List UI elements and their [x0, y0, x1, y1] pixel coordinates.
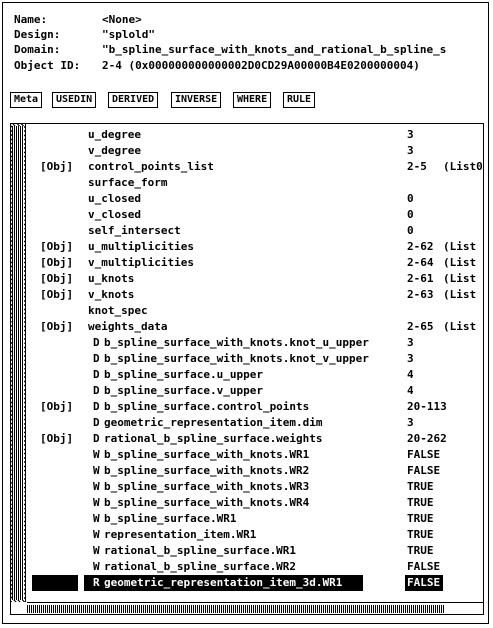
- attribute-name: knot_spec: [88, 304, 148, 317]
- attribute-name: b_spline_surface_with_knots.knot_v_upper: [104, 352, 369, 365]
- attribute-list-panel: [10, 123, 484, 615]
- attribute-name: rational_b_spline_surface.WR2: [104, 560, 297, 573]
- attribute-row[interactable]: [27, 255, 484, 271]
- attribute-value: 3: [407, 128, 414, 141]
- attribute-row[interactable]: [27, 383, 484, 399]
- attribute-value: 3: [407, 416, 414, 429]
- attribute-name: b_spline_surface_with_knots.WR2: [104, 464, 310, 477]
- attribute-row[interactable]: [27, 431, 484, 447]
- attribute-row[interactable]: [27, 127, 484, 143]
- attribute-kind-flag: W: [93, 560, 100, 573]
- attribute-value: TRUE: [407, 544, 434, 557]
- vertical-scroll-thumb[interactable]: [12, 126, 24, 600]
- obj-marker: [Obj]: [40, 240, 74, 253]
- rule-button[interactable]: RULE: [283, 92, 315, 108]
- name-value: <None>: [102, 13, 142, 26]
- attribute-kind-flag: W: [93, 496, 100, 509]
- attribute-value-extra: (List: [443, 288, 477, 301]
- attribute-value: 4: [407, 368, 414, 381]
- obj-marker: [Obj]: [40, 272, 74, 285]
- attribute-name: v_degree: [88, 144, 141, 157]
- attribute-row[interactable]: [27, 543, 484, 559]
- attribute-kind-flag: W: [93, 480, 100, 493]
- obj-marker: [Obj]: [40, 288, 74, 301]
- attribute-value-extra: (List: [443, 256, 477, 269]
- attribute-kind-flag: D: [93, 400, 100, 413]
- attribute-value: TRUE: [407, 512, 434, 525]
- attribute-row[interactable]: [27, 143, 484, 159]
- where-button[interactable]: WHERE: [233, 92, 271, 108]
- attribute-name: v_multiplicities: [88, 256, 194, 269]
- attribute-name: u_knots: [88, 272, 135, 285]
- attribute-name: b_spline_surface.WR1: [104, 512, 237, 525]
- attribute-name: b_spline_surface.v_upper: [104, 384, 263, 397]
- attribute-name: self_intersect: [88, 224, 181, 237]
- attribute-name: v_closed: [88, 208, 141, 221]
- attribute-name: b_spline_surface_with_knots.WR4: [104, 496, 310, 509]
- attribute-value-extra: (List: [443, 240, 477, 253]
- attribute-value-extra: (List0: [443, 160, 483, 173]
- horizontal-scrollbar[interactable]: [27, 602, 484, 615]
- obj-marker: [Obj]: [40, 432, 74, 445]
- attribute-kind-flag: D: [93, 416, 100, 429]
- usedin-button[interactable]: USEDIN: [52, 92, 96, 108]
- attribute-row[interactable]: [27, 271, 484, 287]
- attribute-kind-flag: D: [93, 384, 100, 397]
- attribute-name: geometric_representation_item_3d.WR1: [104, 576, 343, 589]
- attribute-value-extra: (List: [443, 272, 477, 285]
- attribute-value: 3: [407, 144, 414, 157]
- domain-label: Domain:: [14, 43, 61, 56]
- attribute-row[interactable]: [27, 495, 484, 511]
- meta-button[interactable]: Meta: [10, 92, 42, 108]
- attribute-name: b_spline_surface_with_knots.WR1: [104, 448, 310, 461]
- attribute-kind-flag: R: [93, 576, 100, 589]
- attribute-row[interactable]: [27, 287, 484, 303]
- attribute-name: surface_form: [88, 176, 168, 189]
- obj-marker: [Obj]: [40, 256, 74, 269]
- attribute-value-extra: (List: [443, 320, 477, 333]
- attribute-row[interactable]: [27, 159, 484, 175]
- attribute-row[interactable]: [27, 319, 484, 335]
- attribute-value: TRUE: [407, 496, 434, 509]
- attribute-kind-flag: W: [93, 528, 100, 541]
- attribute-row[interactable]: [27, 303, 484, 319]
- attribute-value: 2-5: [407, 160, 427, 173]
- attribute-row[interactable]: [27, 223, 484, 239]
- attribute-name: u_multiplicities: [88, 240, 194, 253]
- attribute-value: 2-63: [407, 288, 434, 301]
- attribute-row[interactable]: [27, 479, 484, 495]
- attribute-value: 0: [407, 208, 414, 221]
- attribute-value: 2-64: [407, 256, 434, 269]
- design-value: "splold": [102, 28, 155, 41]
- attribute-value: FALSE: [407, 560, 441, 573]
- attribute-name: rational_b_spline_surface.WR1: [104, 544, 297, 557]
- attribute-name: v_knots: [88, 288, 135, 301]
- obj-marker: [Obj]: [40, 160, 74, 173]
- attribute-value: 2-65: [407, 320, 434, 333]
- derived-button[interactable]: DERIVED: [108, 92, 158, 108]
- attribute-kind-flag: W: [93, 464, 100, 477]
- attribute-value: 2-62: [407, 240, 434, 253]
- attribute-row[interactable]: [27, 175, 484, 191]
- attribute-value: 0: [407, 192, 414, 205]
- attribute-name: u_closed: [88, 192, 141, 205]
- attribute-name: u_degree: [88, 128, 141, 141]
- obj-marker: [Obj]: [40, 400, 74, 413]
- attribute-row[interactable]: [27, 415, 484, 431]
- domain-value: "b_spline_surface_with_knots_and_rational_b_spline_s: [102, 43, 447, 56]
- attribute-list: [27, 127, 484, 601]
- attribute-kind-flag: W: [93, 544, 100, 557]
- attribute-row[interactable]: [27, 367, 484, 383]
- attribute-kind-flag: W: [93, 448, 100, 461]
- attribute-row[interactable]: [27, 447, 484, 463]
- attribute-row[interactable]: [27, 559, 484, 575]
- attribute-name: b_spline_surface_with_knots.knot_u_upper: [104, 336, 369, 349]
- attribute-name: rational_b_spline_surface.weights: [104, 432, 323, 445]
- attribute-row[interactable]: [27, 191, 484, 207]
- objid-label: Object ID:: [14, 59, 81, 72]
- attribute-name: control_points_list: [88, 160, 214, 173]
- attribute-kind-flag: D: [93, 432, 100, 445]
- attribute-row[interactable]: [27, 511, 484, 527]
- attribute-row[interactable]: [27, 351, 484, 367]
- attribute-name: b_spline_surface_with_knots.WR3: [104, 480, 310, 493]
- attribute-kind-flag: D: [93, 352, 100, 365]
- attribute-name: b_spline_surface.u_upper: [104, 368, 263, 381]
- inverse-button[interactable]: INVERSE: [171, 92, 221, 108]
- attribute-value: 20-113: [407, 400, 447, 413]
- selection-highlight: [32, 575, 78, 591]
- attribute-row[interactable]: [27, 527, 484, 543]
- attribute-row[interactable]: [27, 575, 484, 591]
- attribute-value: FALSE: [407, 576, 441, 589]
- attribute-value: 2-61: [407, 272, 434, 285]
- design-label: Design:: [14, 28, 61, 41]
- vertical-scrollbar[interactable]: [11, 124, 26, 602]
- attribute-row[interactable]: [27, 207, 484, 223]
- attribute-value: 0: [407, 224, 414, 237]
- attribute-value: TRUE: [407, 528, 434, 541]
- name-label: Name:: [14, 13, 48, 26]
- attribute-name: representation_item.WR1: [104, 528, 257, 541]
- attribute-value: FALSE: [407, 464, 441, 477]
- attribute-value: 20-262: [407, 432, 447, 445]
- attribute-value: FALSE: [407, 448, 441, 461]
- attribute-value: TRUE: [407, 480, 434, 493]
- attribute-kind-flag: W: [93, 512, 100, 525]
- attribute-row[interactable]: [27, 463, 484, 479]
- attribute-kind-flag: D: [93, 336, 100, 349]
- attribute-name: geometric_representation_item.dim: [104, 416, 323, 429]
- objid-value: 2-4 (0x000000000000002D0CD29A00000B4E0200000004): [102, 59, 420, 72]
- attribute-row[interactable]: [27, 335, 484, 351]
- attribute-value: 4: [407, 384, 414, 397]
- attribute-value: 3: [407, 352, 414, 365]
- attribute-row[interactable]: [27, 239, 484, 255]
- attribute-name: weights_data: [88, 320, 168, 333]
- attribute-name: b_spline_surface.control_points: [104, 400, 310, 413]
- horizontal-scroll-thumb[interactable]: [27, 605, 445, 613]
- obj-marker: [Obj]: [40, 320, 74, 333]
- attribute-row[interactable]: [27, 399, 484, 415]
- attribute-value: 3: [407, 336, 414, 349]
- attribute-kind-flag: D: [93, 368, 100, 381]
